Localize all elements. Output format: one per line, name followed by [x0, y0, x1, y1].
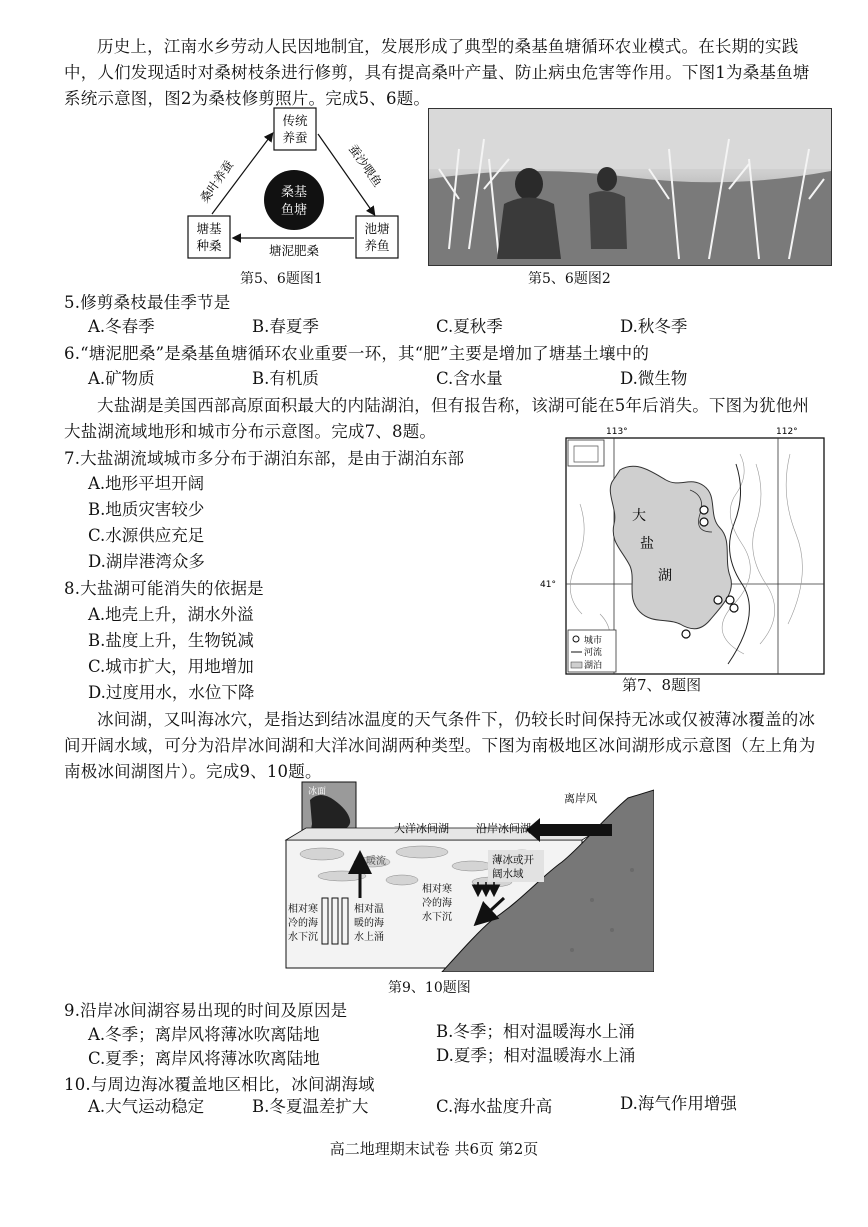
- lon-113-label: 113°: [606, 427, 628, 437]
- q6-option-c[interactable]: C.含水量: [436, 369, 503, 388]
- q10-option-d[interactable]: D.海气作用增强: [620, 1094, 737, 1113]
- q7-option-b[interactable]: B.地质灾害较少: [88, 500, 205, 519]
- q10-option-a[interactable]: A.大气运动稳定: [88, 1097, 205, 1116]
- fig2-caption: 第5、6题图2: [528, 271, 611, 287]
- legend-city: 城市: [584, 636, 603, 646]
- cold-left-line3: 水下沉: [288, 932, 318, 943]
- q8-option-d[interactable]: D.过度用水，水位下降: [88, 683, 255, 702]
- q6-option-d[interactable]: D.微生物: [620, 369, 688, 388]
- center-disc: [264, 170, 324, 230]
- thin-ice-line1: 薄冰或开: [492, 854, 534, 866]
- fig1-caption: 第5、6题图1: [240, 271, 323, 287]
- great-salt-lake-map: [540, 424, 840, 694]
- svg-text:暖流: 暖流: [366, 856, 386, 867]
- page-footer: 高二地理期末试卷 共6页 第2页: [329, 1140, 539, 1158]
- left-arrow-label: 桑叶养蚕: [197, 158, 237, 206]
- left-box-line2: 种桑: [196, 238, 222, 253]
- q6-option-a[interactable]: A.矿物质: [88, 369, 155, 388]
- q9-stem: 9.沿岸冰间湖容易出现的时间及原因是: [64, 1001, 348, 1020]
- center-line1: 桑基: [280, 185, 308, 200]
- top-box-line2: 养蚕: [282, 130, 308, 145]
- left-box-line1: 塘基: [196, 221, 222, 236]
- intro-paragraph-5-6: 历史上，江南水乡劳动人民因地制宜，发展形成了典型的桑基鱼塘循环农业模式。在长期的实践中，人们发现适时对桑树枝条进行修剪，具有提高桑叶产量、防止病虫危害等作用。下图1为桑基鱼塘系统示意图，图2为桑枝修剪照片。完成5、6题。: [64, 37, 810, 108]
- q6-option-b[interactable]: B.有机质: [252, 369, 319, 388]
- intro-paragraph-7-8: 大盐湖是美国西部高原面积最大的内陆湖泊，但有报告称，该湖可能在5年后消失。下图为犹他州大盐湖流域地形和城市分布示意图。完成7、8题。: [64, 396, 810, 441]
- right-arrow-label: 蚕沙喂鱼: [345, 142, 385, 190]
- inset-label: 冰面: [308, 787, 327, 797]
- cold-right-line1: 相对寒: [422, 884, 452, 895]
- lat-41-label: 41°: [540, 580, 556, 590]
- offshore-wind-label: 离岸风: [564, 792, 597, 805]
- cold-right-line3: 水下沉: [422, 912, 452, 923]
- q10-stem: 10.与周边海冰覆盖地区相比，冰间湖海域: [64, 1075, 375, 1094]
- q8-stem: 8.大盐湖可能消失的依据是: [64, 579, 264, 598]
- q9-option-a[interactable]: A.冬季；离岸风将薄冰吹离陆地: [88, 1025, 320, 1044]
- q8-option-c[interactable]: C.城市扩大，用地增加: [88, 657, 254, 676]
- legend-river: 河流: [584, 648, 603, 658]
- cold-left-line2: 冷的海: [288, 918, 318, 929]
- cold-right-line2: 冷的海: [422, 898, 452, 909]
- q5-option-d[interactable]: D.秋冬季: [620, 317, 688, 336]
- photo-scene: [429, 109, 831, 265]
- lon-112-label: 112°: [776, 427, 798, 437]
- center-line2: 鱼塘: [280, 203, 308, 218]
- q7-option-d[interactable]: D.湖岸港湾众多: [88, 552, 205, 571]
- top-box-line1: 传统: [282, 113, 308, 128]
- thin-ice-line2: 阔水域: [492, 868, 524, 880]
- q8-option-b[interactable]: B.盐度上升，生物锐减: [88, 631, 254, 650]
- coastal-polynya-label: 沿岸冰间湖: [476, 822, 531, 835]
- q5-option-b[interactable]: B.春夏季: [252, 317, 319, 336]
- q10-option-c[interactable]: C.海水盐度升高: [436, 1097, 553, 1116]
- q9-option-d[interactable]: D.夏季；相对温暖海水上涌: [436, 1046, 636, 1065]
- lake-label-1: 大: [632, 508, 646, 524]
- intro-paragraph-9-10: 冰间湖，又叫海冰穴，是指达到结冰温度的天气条件下，仍较长时间保持无冰或仅被薄冰覆盖的冰间开阔水域，可分为沿岸冰间湖和大洋冰间湖两种类型。下图为南极地区冰间湖形成示意图（左上角为南极冰间湖图片）。完成9、10题。: [64, 710, 816, 781]
- q7-stem: 7.大盐湖流域城市多分布于湖泊东部，是由于湖泊东部: [64, 449, 465, 468]
- cold-left-line1: 相对寒: [288, 904, 318, 915]
- fig910-caption: 第9、10题图: [388, 980, 471, 996]
- q5-option-c[interactable]: C.夏秋季: [436, 317, 503, 336]
- map78-caption: 第7、8题图: [622, 676, 702, 694]
- q9-option-b[interactable]: B.冬季；相对温暖海水上涌: [436, 1022, 635, 1041]
- mulberry-fishpond-diagram: [170, 104, 420, 264]
- q5-stem: 5.修剪桑枝最佳季节是: [64, 293, 231, 312]
- q5-option-a[interactable]: A.冬春季: [88, 317, 155, 336]
- lake-label-3: 湖: [658, 568, 672, 584]
- right-box-line1: 池塘: [364, 221, 390, 236]
- q6-stem: 6.“塘泥肥桑”是桑基鱼塘循环农业重要一环，其“肥”主要是增加了塘基土壤中的: [64, 344, 650, 363]
- ocean-polynya-label: 大洋冰间湖: [394, 822, 449, 835]
- warm-line1: 相对温: [354, 904, 384, 915]
- mulberry-pruning-photo: [428, 108, 832, 266]
- q7-option-c[interactable]: C.水源供应充足: [88, 526, 205, 545]
- warm-line2: 暖的海: [354, 918, 384, 929]
- q8-option-a[interactable]: A.地壳上升，湖水外溢: [88, 605, 254, 624]
- lake-label-2: 盐: [640, 536, 654, 552]
- q10-option-b[interactable]: B.冬夏温差扩大: [252, 1097, 369, 1116]
- right-box-line2: 养鱼: [364, 238, 390, 253]
- q7-option-a[interactable]: A.地形平坦开阔: [88, 474, 205, 493]
- bottom-arrow-label: 塘泥肥桑: [268, 243, 320, 258]
- polynya-diagram: [282, 780, 654, 972]
- q9-option-c[interactable]: C.夏季；离岸风将薄冰吹离陆地: [88, 1049, 320, 1068]
- legend-lake: 湖泊: [584, 661, 603, 671]
- warm-line3: 水上涌: [354, 932, 384, 943]
